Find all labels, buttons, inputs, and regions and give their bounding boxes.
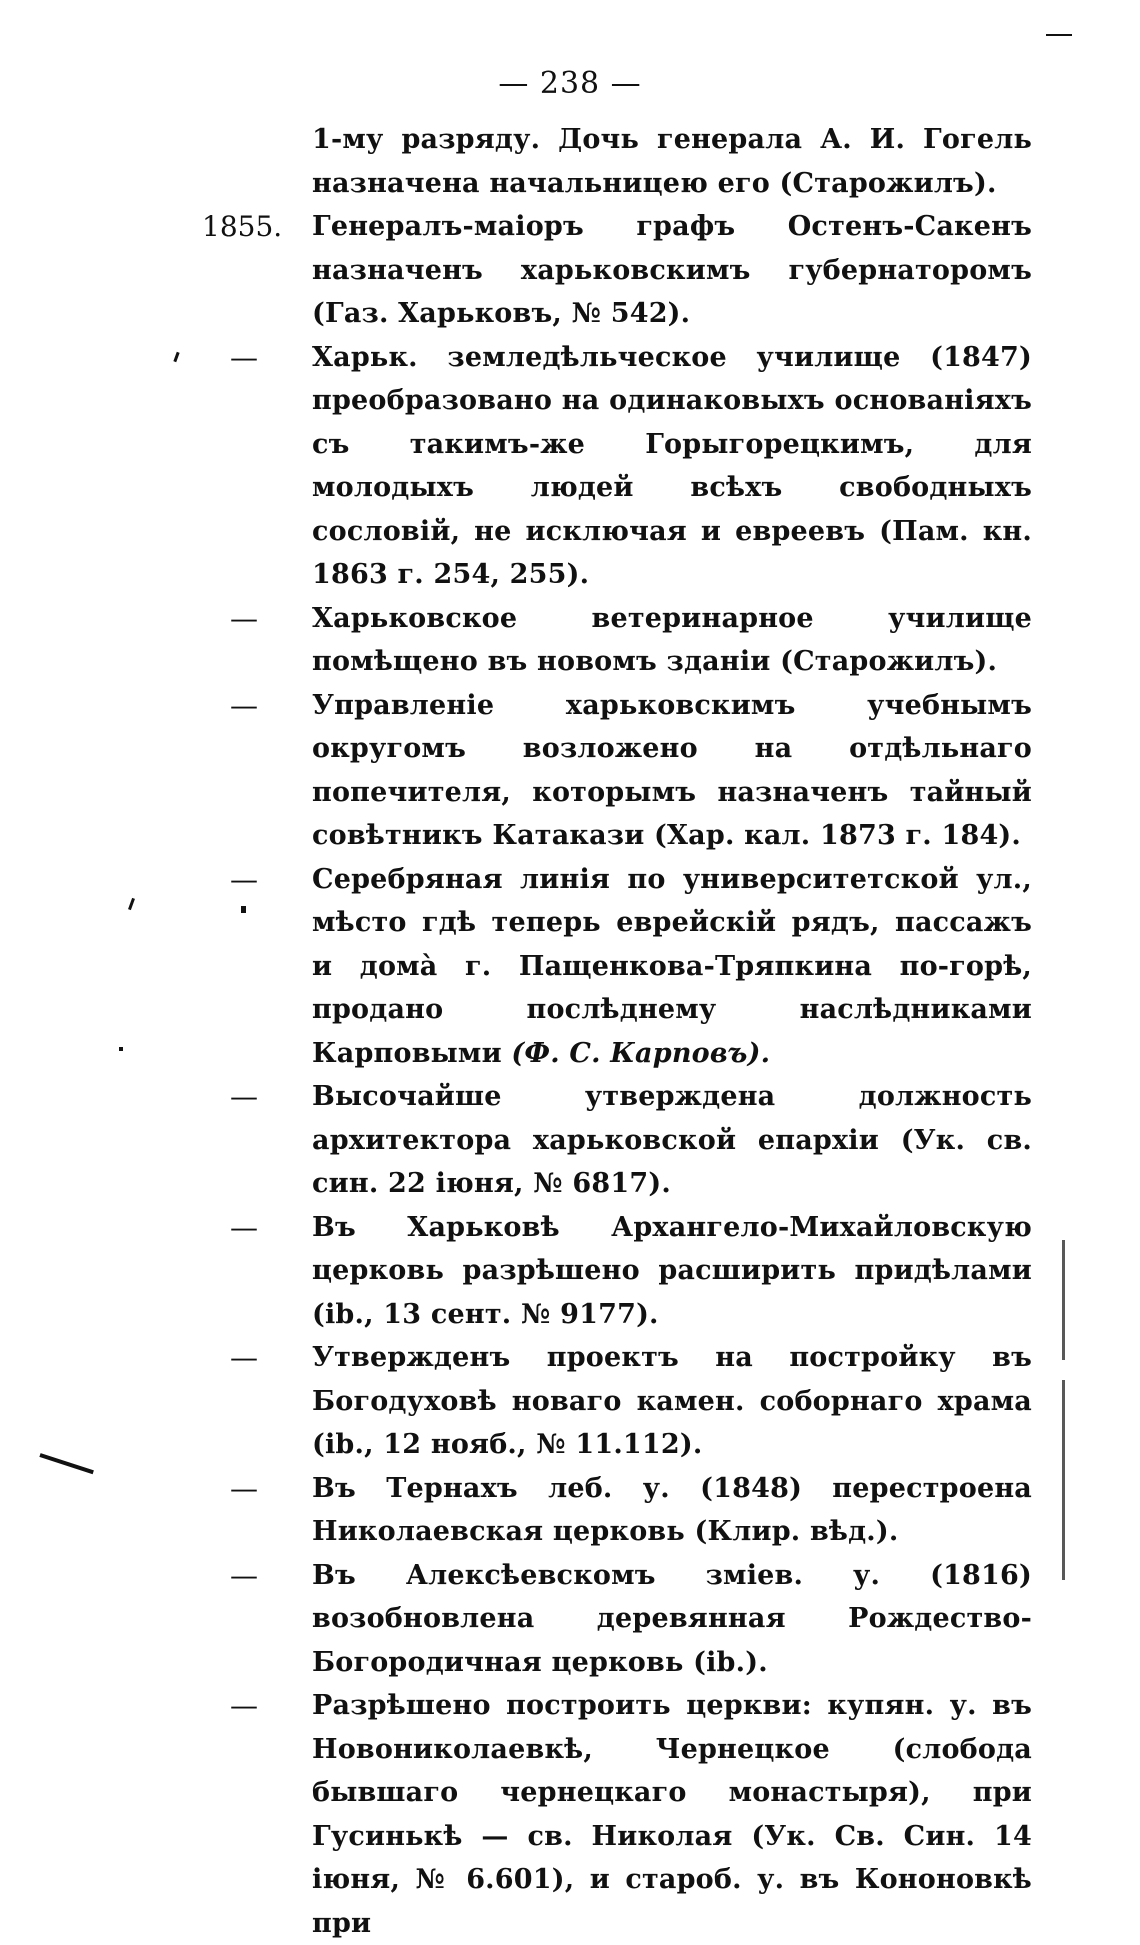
entry-text: 1-му разряду. Дочь генерала А. И. Гогель назначена начальницею его (Старожилъ).: [312, 124, 1032, 199]
entry-text: Высочайше утверждена должность архитектора харьковской епархіи (Ук. св. син. 22 іюня, № 6817).: [312, 1081, 1032, 1199]
entry: [0, 1206, 1140, 1337]
entry-list: [0, 118, 1140, 1945]
entry-text: Генералъ-маіоръ графъ Остенъ-Сакенъ назначенъ харьковскимъ губернаторомъ (Газ. Харьковъ, № 542).: [312, 211, 1032, 329]
entry-dash: —: [230, 1558, 258, 1592]
entry-text: Въ Алексѣевскомъ зміев. у. (1816) возобновлена деревянная Рождество-Богородичная церковь (ib.).: [312, 1559, 1032, 1678]
entry-dash: —: [230, 1210, 258, 1244]
entry-dash: —: [230, 1080, 258, 1113]
entry: [0, 118, 1140, 205]
scan-speck: [1062, 1240, 1065, 1360]
entry-dash: —: [230, 862, 258, 896]
entry-dash: —: [230, 340, 258, 374]
entry: [0, 858, 1140, 1076]
entry-text: [312, 858, 1032, 1076]
scan-speck: [1062, 1380, 1065, 1580]
entry-text: Разрѣшено построить церкви: купян. у. въ Новониколаевкѣ, Чернецкое (слобода бывшаго чернецкаго монастыря), при Гусинькѣ — св. Николая (Ук. Св. Син. 14 іюня, № 6.601), и староб. у. въ Кононовкѣ при: [312, 1690, 1032, 1939]
page-number: — 238 —: [498, 66, 642, 101]
entry-text: Въ Харьковѣ Архангело-Михайловскую церковь разрѣшено расширить придѣлами (ib., 13 сент. № 9177).: [312, 1211, 1032, 1330]
entry-text: Управленіе харьковскимъ учебнымъ округомъ возложено на отдѣльнаго попечителя, которымъ назначенъ тайный совѣтникъ Катакази (Хар. кал. 1873 г. 184).: [312, 689, 1032, 851]
corner-rule-mark: [1046, 34, 1072, 36]
entry-text-main: Серебряная линія по университетской ул., мѣсто гдѣ теперь еврейскій рядъ, пассажъ и домà г. Пащенкова-Тряпкина по-горѣ, продано послѣднему наслѣдниками Карповыми: [312, 863, 1032, 1069]
entry: [0, 336, 1140, 597]
scan-speck: [241, 906, 246, 913]
entry-text: Въ Тернахъ леб. у. (1848) перестроена Николаевская церковь (Клир. вѣд.).: [312, 1472, 1032, 1547]
entry-dash: —: [230, 1341, 258, 1374]
entry: [0, 1467, 1140, 1554]
source-citation: (Ф. С. Карповъ).: [511, 1037, 771, 1069]
entry-dash: —: [230, 1689, 258, 1722]
entry-text: Харьк. земледѣльческое училище (1847) преобразовано на одинаковыхъ основаніяхъ съ такимъ-же Горыгорецкимъ, для молодыхъ людей всѣхъ свободныхъ сословій, не исключая и евреевъ (Пам. кн. 1863 г. 254, 255).: [312, 341, 1032, 590]
entry-dash: —: [230, 1471, 258, 1505]
entry-text: Харьковское ветеринарное училище помѣщено въ новомъ зданіи (Старожилъ).: [312, 602, 1032, 677]
entry: [0, 1075, 1140, 1206]
entry-dash: —: [230, 601, 258, 635]
entry: [0, 684, 1140, 858]
entry-marker: [196, 118, 292, 162]
entry: [0, 1336, 1140, 1467]
entry: [0, 1554, 1140, 1685]
scan-speck: [119, 1047, 123, 1051]
entry: [0, 1684, 1140, 1945]
entry-year: 1855.: [202, 210, 283, 243]
entry-text: Утвержденъ проектъ на постройку въ Богодуховѣ новаго камен. соборнаго храма (ib., 12 нояб., № 11.112).: [312, 1342, 1032, 1460]
entry-dash: —: [230, 688, 258, 722]
entry: [0, 205, 1140, 336]
entry: [0, 597, 1140, 684]
